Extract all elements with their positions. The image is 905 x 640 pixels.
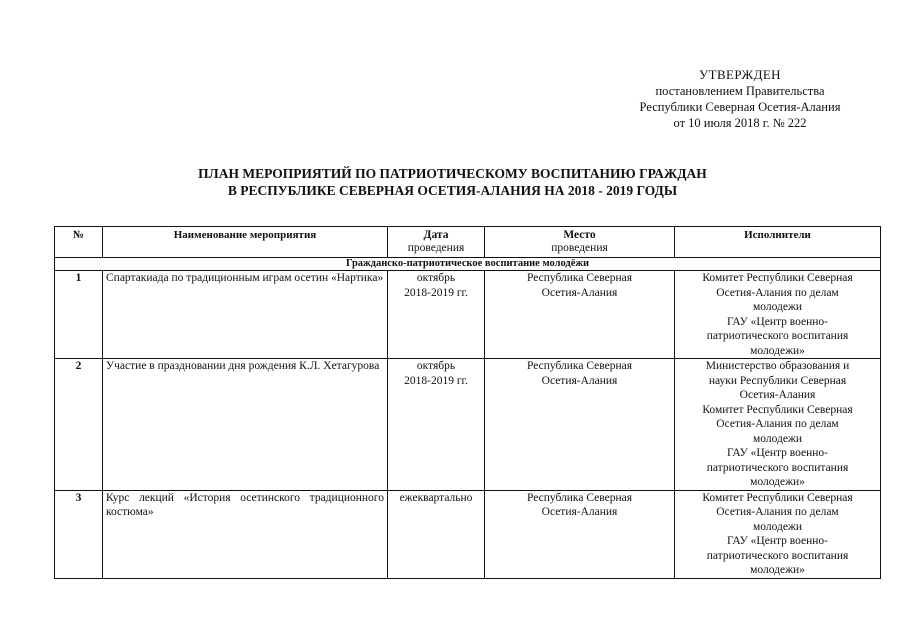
header-date xyxy=(388,227,485,258)
header-name: Наименование мероприятия xyxy=(103,227,388,258)
executor-line: ГАУ «Центр военно- xyxy=(726,447,829,459)
approval-heading: УТВЕРЖДЕН xyxy=(699,67,781,82)
event-executors xyxy=(675,490,881,578)
event-place-line-1: Республика Северная xyxy=(526,272,633,284)
executor-line: Осетия-Алания по делам xyxy=(716,286,839,299)
executor-line: патриотического воспитания xyxy=(706,461,849,474)
event-name: Участие в праздновании дня рождения К.Л. Хетагурова xyxy=(103,359,388,491)
header-date-line-2: проведения xyxy=(407,242,465,254)
event-executors xyxy=(675,359,881,491)
executor-line: науки Республики Северная xyxy=(708,374,847,387)
event-date xyxy=(388,359,485,491)
header-executors: Исполнители xyxy=(675,227,881,258)
header-place xyxy=(485,227,675,258)
executor-line: Министерство образования и xyxy=(705,360,850,372)
executor-line: молодежи xyxy=(752,432,803,445)
executor-line: патриотического воспитания xyxy=(706,330,849,342)
event-name: Курс лекций «История осетинского традиционного костюма» xyxy=(103,490,388,578)
events-table xyxy=(54,226,881,579)
executor-line: ГАУ «Центр военно- xyxy=(726,535,829,547)
approval-stamp xyxy=(560,67,905,131)
approval-line-1: постановлением Правительства xyxy=(655,84,825,98)
event-place-line-1: Республика Северная xyxy=(526,491,633,504)
row-number: 1 xyxy=(55,271,103,359)
executor-line: патриотического воспитания xyxy=(706,549,849,562)
executor-line: молодежи xyxy=(752,520,803,533)
header-place-line-1: Место xyxy=(563,229,596,241)
executor-line: молодежи» xyxy=(750,476,805,488)
section-title: Гражданско-патриотическое воспитание молодёжи xyxy=(55,258,881,271)
executor-line: Осетия-Алания xyxy=(739,389,816,401)
executor-line: молодежи xyxy=(752,301,803,313)
event-date-line-1: октябрь xyxy=(416,360,456,372)
approval-line-2: Республики Северная Осетия-Алания xyxy=(639,100,841,114)
document-title-line-2: В РЕСПУБЛИКЕ СЕВЕРНАЯ ОСЕТИЯ-АЛАНИЯ НА 2018 - 2019 ГОДЫ xyxy=(227,183,678,198)
executor-line: Осетия-Алания по делам xyxy=(716,418,839,430)
event-date xyxy=(388,490,485,578)
executor-line: Осетия-Алания по делам xyxy=(716,506,839,518)
event-date-line-1: октябрь xyxy=(416,272,456,284)
event-date-line-1: ежеквартально xyxy=(399,491,473,504)
event-place-line-1: Республика Северная xyxy=(526,360,633,372)
event-place-line-2: Осетия-Алания xyxy=(541,506,618,518)
executor-line: ГАУ «Центр военно- xyxy=(726,315,829,328)
header-num: № xyxy=(55,227,103,258)
document-title-line-1: ПЛАН МЕРОПРИЯТИЙ ПО ПАТРИОТИЧЕСКОМУ ВОСПИТАНИЮ ГРАЖДАН xyxy=(198,166,707,181)
document-title xyxy=(0,165,905,199)
executor-line: Комитет Республики Северная xyxy=(702,403,853,416)
executor-line: молодежи» xyxy=(750,344,805,357)
section-row xyxy=(55,258,881,271)
row-number: 2 xyxy=(55,359,103,491)
event-date-line-2: 2018-2019 гг. xyxy=(404,374,468,387)
table-row xyxy=(55,271,881,359)
event-place xyxy=(485,359,675,491)
approval-line-3: от 10 июля 2018 г. № 222 xyxy=(673,116,807,130)
event-name: Спартакиада по традиционным играм осетин «Нартика» xyxy=(103,271,388,359)
executor-line: молодежи» xyxy=(750,564,805,576)
event-date-line-2: 2018-2019 гг. xyxy=(404,286,468,299)
header-place-line-2: проведения xyxy=(551,242,608,254)
event-place-line-2: Осетия-Алания xyxy=(541,286,618,299)
event-date xyxy=(388,271,485,359)
table-row xyxy=(55,359,881,491)
event-place-line-2: Осетия-Алания xyxy=(541,374,618,387)
executor-line: Комитет Республики Северная xyxy=(702,272,853,284)
header-date-line-1: Дата xyxy=(423,229,449,241)
event-place xyxy=(485,271,675,359)
table-header-row xyxy=(55,227,881,258)
event-executors xyxy=(675,271,881,359)
event-place xyxy=(485,490,675,578)
row-number: 3 xyxy=(55,490,103,578)
executor-line: Комитет Республики Северная xyxy=(702,491,853,504)
table-row xyxy=(55,490,881,578)
